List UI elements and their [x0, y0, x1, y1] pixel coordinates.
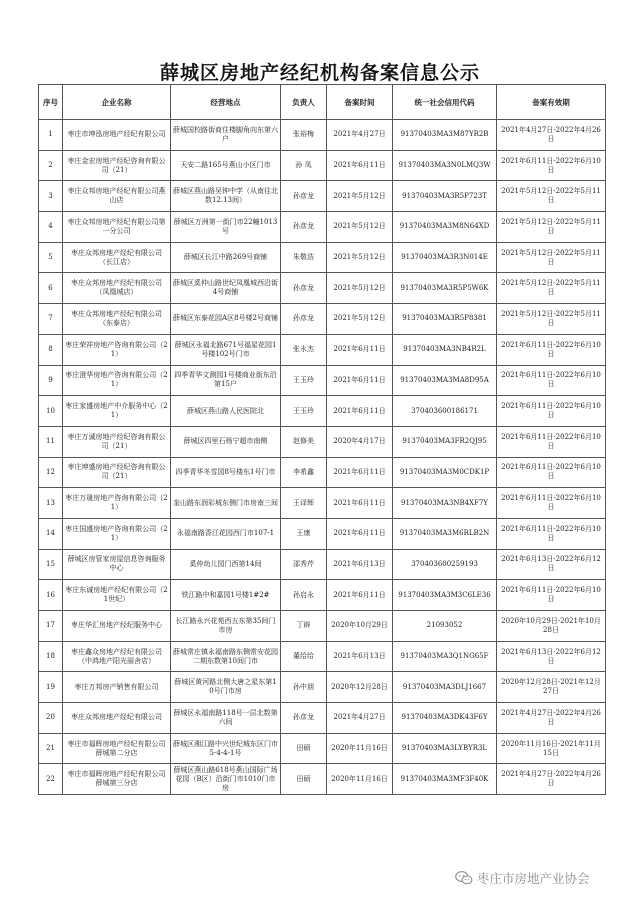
cell-index: 12 — [39, 457, 63, 488]
cell-location: 四季青华文测园1号楼商业街东沿第15户 — [171, 365, 281, 396]
cell-filing-date: 2021年6月11日 — [327, 150, 393, 181]
table-row — [39, 488, 606, 519]
cell-company-name: 枣庄万晟房地产咨询有限公司（21） — [63, 488, 171, 519]
cell-company-name: 枣庄众邦房地产经纪有限公司 — [63, 703, 171, 734]
cell-filing-date: 2021年4月27日 — [327, 703, 393, 734]
cell-location: 薛城区燕山路吴钟中学（从南往北数12.13间） — [171, 181, 281, 212]
cell-filing-date: 2021年6月11日 — [327, 396, 393, 427]
cell-credit-code: 91370403MA3M0CDK1P — [393, 457, 497, 488]
table-row — [39, 733, 606, 764]
cell-filing-date: 2021年6月13日 — [327, 549, 393, 580]
table-row — [39, 518, 606, 549]
cell-validity: 2020年10月29日-2021年10月28日 — [497, 611, 606, 642]
cell-manager: 孙彦龙 — [281, 304, 327, 335]
cell-manager: 王康 — [281, 518, 327, 549]
cell-credit-code: 91370403MA3R5P723T — [393, 181, 497, 212]
cell-company-name: 枣庄国盛房地产咨询有限公司（21） — [63, 518, 171, 549]
cell-credit-code: 91370403MA3FR2QJ95 — [393, 426, 497, 457]
cell-filing-date: 2020年11月16日 — [327, 733, 393, 764]
cell-manager: 孙彦龙 — [281, 212, 327, 243]
cell-credit-code: 91370403MA3M87YR2B — [393, 120, 497, 151]
cell-manager: 李希鑫 — [281, 457, 327, 488]
cell-index: 3 — [39, 181, 63, 212]
cell-validity: 2020年11月16日-2021年11月15日 — [497, 733, 606, 764]
cell-company-name: 枣庄东诚房地产经纪有限公司（21世纪） — [63, 580, 171, 611]
cell-location: 薛城区黄河路北侧大唐之星东第10号门市房 — [171, 672, 281, 703]
cell-credit-code: 91370403MA3LYBYR3L — [393, 733, 497, 764]
table-row — [39, 120, 606, 151]
watermark-text: 枣庄市房地产业协会 — [477, 871, 590, 886]
cell-credit-code: 91370403MA3DLJ1667 — [393, 672, 497, 703]
cell-index: 5 — [39, 242, 63, 273]
cell-credit-code: 91370403MA3N0LMQ3W — [393, 150, 497, 181]
cell-filing-date: 2020年10月29日 — [327, 611, 393, 642]
cell-company-name: 枣庄众邦房地产经纪有限公司（凤凰城店） — [63, 273, 171, 304]
table-row — [39, 273, 606, 304]
header-manager: 负责人 — [281, 85, 327, 120]
cell-location: 永福南路香江花园西门市107-1 — [171, 518, 281, 549]
cell-location: 薛城区奚仲山路世纪凤凰城西沿街4号商铺 — [171, 273, 281, 304]
cell-company-name: 枣庄万诚房地产经纪咨询有限公司（21） — [63, 426, 171, 457]
cell-credit-code: 91370403MA3M3C6LE36 — [393, 580, 497, 611]
cell-index: 6 — [39, 273, 63, 304]
cell-location: 铁江路中和嘉园1号楼1#2# — [171, 580, 281, 611]
cell-manager: 邵秀芹 — [281, 549, 327, 580]
cell-validity: 2021年6月11日-2022年6月10日 — [497, 580, 606, 611]
table-row — [39, 242, 606, 273]
cell-manager: 孙启永 — [281, 580, 327, 611]
cell-validity: 2021年5月12日-2022年5月11日 — [497, 304, 606, 335]
cell-manager: 朱敬浩 — [281, 242, 327, 273]
cell-location: 薛城国校路街商住楼脚角向东第六户 — [171, 120, 281, 151]
cell-manager: 董给给 — [281, 641, 327, 672]
cell-manager: 孙 凤 — [281, 150, 327, 181]
cell-validity: 2021年4月27日-2022年4月26日 — [497, 764, 606, 795]
cell-filing-date: 2021年6月11日 — [327, 580, 393, 611]
watermark — [455, 868, 590, 888]
cell-index: 10 — [39, 396, 63, 427]
cell-manager: 张永杰 — [281, 334, 327, 365]
cell-location: 四季青华冬雪园8号楼东1号门市 — [171, 457, 281, 488]
cell-company-name: 枣庄坤盛房地产经纪咨询有限公司（21） — [63, 457, 171, 488]
table-row — [39, 672, 606, 703]
cell-location: 天安二路165号燕山小区门市 — [171, 150, 281, 181]
cell-credit-code: 91370403MA3DK43F6Y — [393, 703, 497, 734]
cell-validity: 2021年6月11日-2022年6月10日 — [497, 396, 606, 427]
cell-index: 21 — [39, 733, 63, 764]
page-title: 薛城区房地产经纪机构备案信息公示 — [159, 62, 480, 84]
cell-manager: 孙中朋 — [281, 672, 327, 703]
cell-manager: 王玉玲 — [281, 396, 327, 427]
cell-index: 11 — [39, 426, 63, 457]
cell-credit-code: 91370403MA3MF3F40K — [393, 764, 497, 795]
table-row — [39, 426, 606, 457]
cell-company-name: 枣庄众邦房地产经纪有限公司（东泰店） — [63, 304, 171, 335]
cell-index: 22 — [39, 764, 63, 795]
cell-location: 薛城区万洲第一街门市22幢1013号 — [171, 212, 281, 243]
cell-filing-date: 2020年11月16日 — [327, 764, 393, 795]
cell-filing-date: 2021年6月11日 — [327, 488, 393, 519]
table-row — [39, 150, 606, 181]
table-header-row — [39, 85, 606, 120]
cell-credit-code: 91370403MA3R5P5W6K — [393, 273, 497, 304]
cell-credit-code: 91370403MA3Q1NG65F — [393, 641, 497, 672]
cell-index: 9 — [39, 365, 63, 396]
cell-validity: 2021年4月27日-2022年4月26日 — [497, 703, 606, 734]
table-row — [39, 580, 606, 611]
cell-validity: 2020年12月28日-2021年12月27日 — [497, 672, 606, 703]
cell-manager: 张裕梅 — [281, 120, 327, 151]
cell-index: 14 — [39, 518, 63, 549]
cell-filing-date: 2021年5月12日 — [327, 304, 393, 335]
cell-index: 16 — [39, 580, 63, 611]
cell-filing-date: 2021年5月12日 — [327, 181, 393, 212]
cell-manager: 田硕 — [281, 764, 327, 795]
table-row — [39, 703, 606, 734]
wechat-icon — [455, 870, 473, 886]
cell-manager: 丁辟 — [281, 611, 327, 642]
cell-index: 18 — [39, 641, 63, 672]
cell-credit-code: 91370403MA3M8N64XD — [393, 212, 497, 243]
table-row — [39, 396, 606, 427]
cell-location: 奚仲幼儿园门西第14间 — [171, 549, 281, 580]
cell-index: 15 — [39, 549, 63, 580]
cell-location: 薛城区永福北路671号福星花园1号楼102号门市 — [171, 334, 281, 365]
cell-validity: 2021年5月12日-2022年5月11日 — [497, 181, 606, 212]
cell-company-name: 枣庄华汇房地产经纪服务中心 — [63, 611, 171, 642]
cell-index: 19 — [39, 672, 63, 703]
cell-validity: 2021年6月11日-2022年6月10日 — [497, 334, 606, 365]
cell-manager: 孙彦龙 — [281, 703, 327, 734]
cell-company-name: 枣庄鑫众房地产经纪有限公司（中鸿地产阳光丽舍店） — [63, 641, 171, 672]
cell-filing-date: 2021年6月11日 — [327, 518, 393, 549]
cell-validity: 2021年4月27日-2022年4月26日 — [497, 120, 606, 151]
cell-manager: 孙彦龙 — [281, 181, 327, 212]
cell-credit-code: 91370403MA3R3N014E — [393, 242, 497, 273]
cell-location: 薛城区湘江路中兴世纪城东区门市5-4-4-1号 — [171, 733, 281, 764]
table-row — [39, 641, 606, 672]
cell-company-name: 枣庄市福晖房地产经纪有限公司薛城第二分店 — [63, 733, 171, 764]
cell-manager: 王玉玲 — [281, 365, 327, 396]
cell-filing-date: 2021年6月11日 — [327, 457, 393, 488]
cell-filing-date: 2021年6月11日 — [327, 365, 393, 396]
cell-manager: 田硕 — [281, 733, 327, 764]
cell-location: 薛城区四里石杨宁超市南侧 — [171, 426, 281, 457]
cell-filing-date: 2020年12月28日 — [327, 672, 393, 703]
cell-filing-date: 2021年4月27日 — [327, 120, 393, 151]
cell-company-name: 枣庄澄华房地产咨询有限公司（21） — [63, 365, 171, 396]
cell-location: 长江路永兴花苑西五东第35间门市房 — [171, 611, 281, 642]
table-row — [39, 304, 606, 335]
cell-validity: 2021年5月12日-2022年5月11日 — [497, 242, 606, 273]
table-row — [39, 365, 606, 396]
cell-credit-code: 91370403MA3NB4XF7Y — [393, 488, 497, 519]
cell-credit-code: 370403600259193 — [393, 549, 497, 580]
cell-location: 薛城区燕山路618号燕山国际广场花园（B区）沿街门市1010门市房 — [171, 764, 281, 795]
cell-validity: 2021年6月11日-2022年6月10日 — [497, 518, 606, 549]
cell-validity: 2021年6月11日-2022年6月10日 — [497, 426, 606, 457]
cell-location: 薛城区燕山路人民医院北 — [171, 396, 281, 427]
cell-index: 2 — [39, 150, 63, 181]
cell-location: 薛城常庄镇永福南路东侧常安花园二期东数第10间门市 — [171, 641, 281, 672]
cell-company-name: 枣庄金宏房地产经纪咨询有限公司（21） — [63, 150, 171, 181]
cell-filing-date: 2021年6月11日 — [327, 334, 393, 365]
cell-index: 7 — [39, 304, 63, 335]
cell-index: 1 — [39, 120, 63, 151]
cell-credit-code: 91370403MA3M6RLB2N — [393, 518, 497, 549]
cell-validity: 2021年5月12日-2022年5月11日 — [497, 212, 606, 243]
table-row — [39, 334, 606, 365]
header-index: 序号 — [39, 85, 63, 120]
cell-location: 薛城区永福南路118号一层北数第六间 — [171, 703, 281, 734]
cell-index: 13 — [39, 488, 63, 519]
table-row — [39, 457, 606, 488]
cell-validity: 2021年6月11日-2022年6月10日 — [497, 488, 606, 519]
cell-company-name: 枣庄众邦房地产经纪有限公司燕山店 — [63, 181, 171, 212]
cell-validity: 2021年5月12日-2022年5月11日 — [497, 273, 606, 304]
cell-credit-code: 370403600186171 — [393, 396, 497, 427]
cell-credit-code: 91370403MA3NB4R2L — [393, 334, 497, 365]
cell-manager: 赵修美 — [281, 426, 327, 457]
registry-table — [38, 84, 606, 795]
table-row — [39, 212, 606, 243]
header-location: 经营地点 — [171, 85, 281, 120]
cell-filing-date: 2021年5月12日 — [327, 242, 393, 273]
cell-validity: 2021年6月11日-2022年6月10日 — [497, 365, 606, 396]
cell-company-name: 枣庄荣祥房地产咨询有限公司（21） — [63, 334, 171, 365]
cell-credit-code: 91370403MA3MA8D95A — [393, 365, 497, 396]
cell-manager: 孙彦龙 — [281, 273, 327, 304]
cell-manager: 王译辉 — [281, 488, 327, 519]
cell-company-name: 枣庄市坤泓房地产经纪有限公司 — [63, 120, 171, 151]
header-validity: 备案有效期 — [497, 85, 606, 120]
header-credit-code: 统一社会信用代码 — [393, 85, 497, 120]
table-row — [39, 764, 606, 795]
cell-validity: 2021年6月13日-2022年6月12日 — [497, 641, 606, 672]
cell-filing-date: 2021年5月12日 — [327, 273, 393, 304]
table-row — [39, 611, 606, 642]
table-row — [39, 549, 606, 580]
header-company-name: 企业名称 — [63, 85, 171, 120]
cell-credit-code: 21093052 — [393, 611, 497, 642]
cell-location: 薛城区长江中路269号商铺 — [171, 242, 281, 273]
table-body — [39, 120, 606, 795]
cell-company-name: 枣庄众邦房地产经纪有限公司第一分公司 — [63, 212, 171, 243]
cell-validity: 2021年6月11日-2022年6月10日 — [497, 150, 606, 181]
header-filing-date: 备案时间 — [327, 85, 393, 120]
cell-index: 8 — [39, 334, 63, 365]
cell-filing-date: 2021年5月12日 — [327, 212, 393, 243]
cell-location: 薛城区东泰花园A区8号楼2号商铺 — [171, 304, 281, 335]
cell-index: 20 — [39, 703, 63, 734]
cell-index: 4 — [39, 212, 63, 243]
table-row — [39, 181, 606, 212]
cell-filing-date: 2021年6月13日 — [327, 641, 393, 672]
cell-validity: 2021年6月11日-2022年6月10日 — [497, 457, 606, 488]
cell-filing-date: 2020年4月17日 — [327, 426, 393, 457]
cell-company-name: 枣庄家盛房地产中介服务中心（21） — [63, 396, 171, 427]
cell-company-name: 枣庄市福晖房地产经纪有限公司薛城第三分店 — [63, 764, 171, 795]
cell-company-name: 薛城区房管家房屋信息咨询服务中心 — [63, 549, 171, 580]
cell-credit-code: 91370403MA3R5P8381 — [393, 304, 497, 335]
cell-location: 奎山路东润彩城东侧门市房南三间 — [171, 488, 281, 519]
cell-company-name: 枣庄万邦房产销售有限公司 — [63, 672, 171, 703]
cell-validity: 2021年6月13日-2022年6月12日 — [497, 549, 606, 580]
cell-company-name: 枣庄众邦房地产经纪有限公司（长江店） — [63, 242, 171, 273]
cell-index: 17 — [39, 611, 63, 642]
